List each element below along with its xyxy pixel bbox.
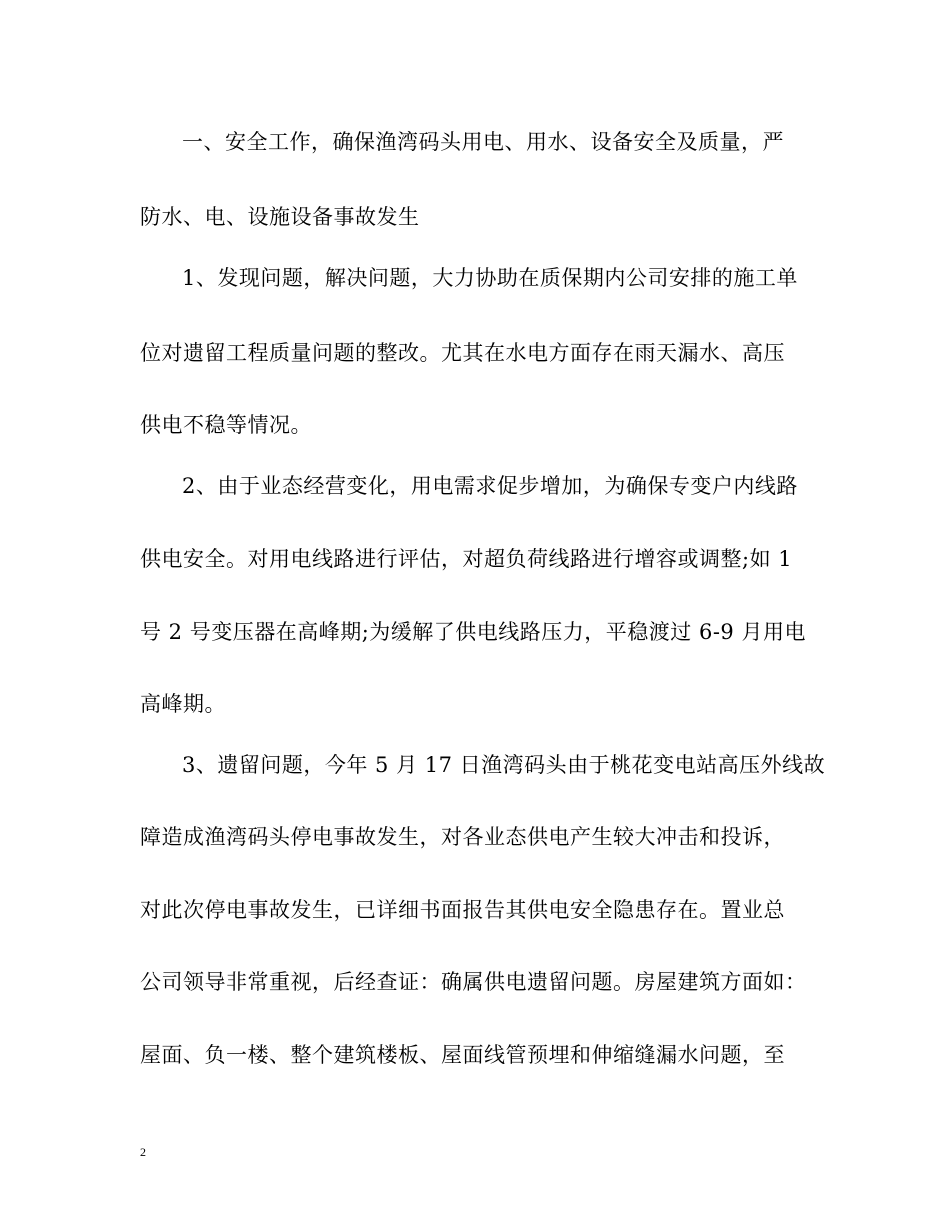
paragraph-line: 高峰期。	[140, 692, 226, 716]
paragraph-line: 公司领导非常重视，后经查证：确属供电遗留问题。房屋建筑方面如：	[140, 970, 807, 994]
paragraph-line: 1、发现问题，解决问题，大力协助在质保期内公司安排的施工单	[182, 266, 798, 290]
paragraph-line: 对此次停电事故发生，已详细书面报告其供电安全隐患存在。置业总	[140, 898, 785, 922]
paragraph-line: 供电安全。对用电线路进行评估，对超负荷线路进行增容或调整;如 1	[140, 547, 793, 571]
paragraph-line: 一、安全工作，确保渔湾码头用电、用水、设备安全及质量，严	[182, 130, 784, 154]
paragraph-line: 屋面、负一楼、整个建筑楼板、屋面线管预埋和伸缩缝漏水问题，至	[140, 1043, 785, 1067]
paragraph-line: 防水、电、设施设备事故发生	[140, 205, 420, 229]
paragraph-line: 号 2 号变压器在高峰期;为缓解了供电线路压力，平稳渡过 6-9 月用电	[140, 620, 806, 644]
paragraph-line: 供电不稳等情况。	[140, 413, 312, 437]
paragraph-line: 2、由于业态经营变化，用电需求促步增加，为确保专变户内线路	[182, 474, 798, 498]
paragraph-line: 位对遗留工程质量问题的整改。尤其在水电方面存在雨天漏水、高压	[140, 341, 785, 365]
paragraph-line: 3、遗留问题，今年 5 月 17 日渔湾码头由于桃花变电站高压外线故	[182, 753, 826, 777]
page-number: 2	[140, 1145, 146, 1159]
paragraph-line: 障造成渔湾码头停电事故发生，对各业态供电产生较大冲击和投诉，	[140, 825, 785, 849]
